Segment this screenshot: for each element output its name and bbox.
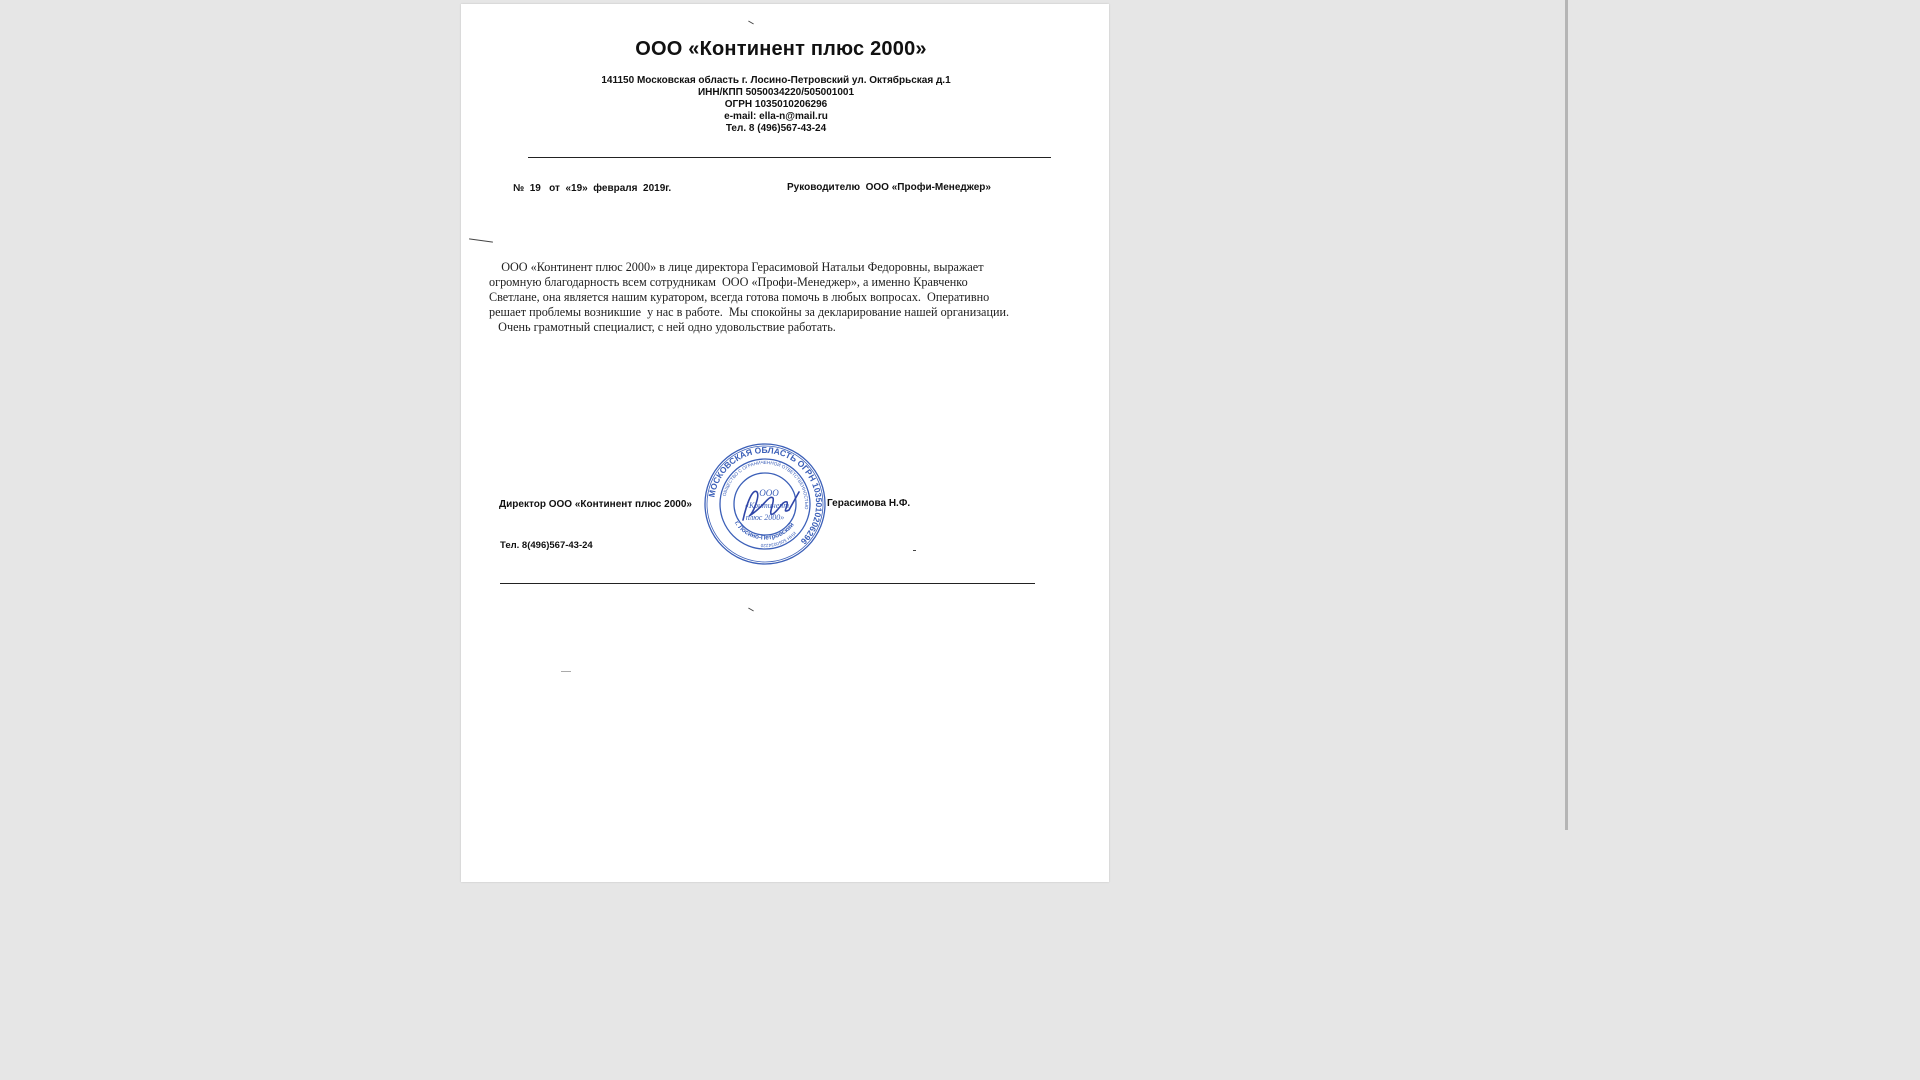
signer-title: Директор ООО «Континент плюс 2000»	[499, 499, 692, 510]
seal-inner-ring-textpath: ОБЩЕСТВО С ОГРАНИЧЕННОЙ ОТВЕТСТВЕННОСТЬЮ	[721, 459, 810, 510]
scan-speck	[748, 608, 754, 612]
body-line: огромную благодарность всем сотрудникам ООО «Профи-Менеджер», а именно Кравченко	[489, 275, 968, 289]
scan-speck	[748, 21, 754, 25]
seal-ring-textpath: МОСКОВСКАЯ ОБЛАСТЬ ОГРН 1035010206296	[706, 444, 825, 547]
scan-speck	[561, 671, 571, 672]
company-requisites	[461, 75, 1091, 135]
seal-center-line3: плюс 2000»	[745, 513, 785, 522]
company-ogrn: ОГРН 1035010206296	[724, 99, 828, 110]
body-line: Очень грамотный специалист, с ней одно удовольствие работать.	[489, 320, 836, 334]
body-line: ООО «Континент плюс 2000» в лице директора Герасимовой Натальи Федоровны, выражает	[489, 260, 984, 274]
signer-name: Герасимова Н.Ф.	[827, 498, 911, 509]
company-email: e-mail: ella-n@mail.ru	[724, 111, 828, 122]
body-line: Светлане, она является нашим куратором, всегда готова помочь в любых вопросах. Оперативно	[489, 290, 990, 304]
footer-divider	[500, 583, 1035, 584]
document-page	[461, 4, 1109, 882]
body-line: решает проблемы возникшие у нас в работе. Мы спокойны за декларирование нашей организации.	[489, 305, 1010, 319]
scan-speck	[913, 550, 916, 551]
scrollbar[interactable]	[1565, 0, 1568, 830]
scan-speck	[469, 238, 493, 242]
seal-center-line1: ООО	[759, 488, 779, 498]
signer-phone: Тел. 8(496)567-43-24	[500, 540, 593, 551]
letter-body	[489, 260, 1054, 335]
seal-center-line2: «Континент	[744, 501, 790, 510]
company-phone: Тел. 8 (496)567-43-24	[725, 123, 827, 134]
seal-bottom-textpath: г. Лосино-Петровский	[732, 519, 796, 542]
company-address: 141150 Московская область г. Лосино-Петровский ул. Октябрьская д.1	[601, 75, 951, 86]
header-divider	[528, 157, 1051, 158]
company-seal-stamp	[703, 442, 827, 566]
company-inn-kpp: ИНН/КПП 5050034220/505001001	[697, 87, 855, 98]
company-name: ООО «Континент плюс 2000»	[635, 38, 927, 60]
seal-inn-textpath: ИНН 5050034220	[760, 530, 797, 549]
document-number-date: № 19 от «19» февраля 2019г.	[513, 183, 672, 194]
addressee: Руководителю ООО «Профи-Менеджер»	[787, 182, 991, 193]
